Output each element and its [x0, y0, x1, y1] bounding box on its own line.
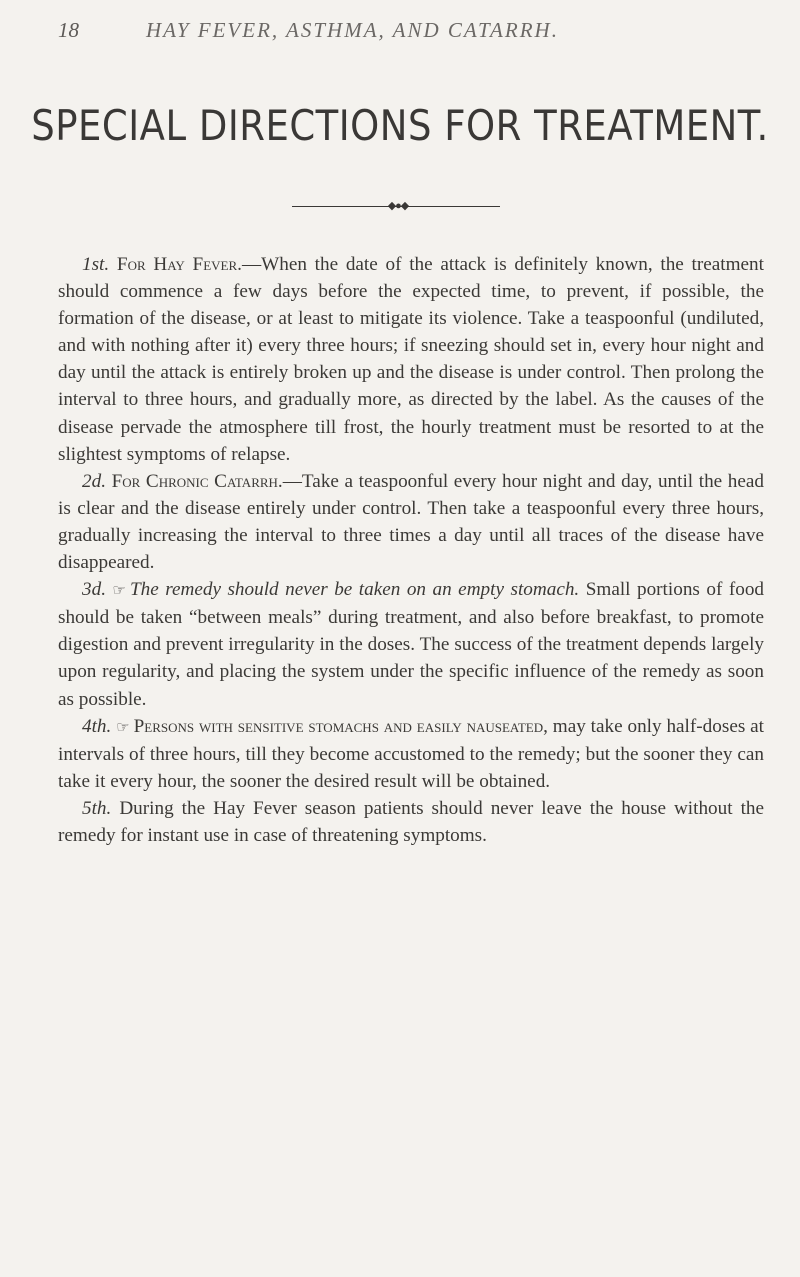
- paragraph-heading: For Hay Fever.: [116, 254, 242, 275]
- paragraph-text: may take only half-doses at intervals of three hours, till they become accustomed to the remedy; but the sooner they can take it every hour, the sooner the desired result will be obtained.: [58, 715, 765, 792]
- running-header: [0, 18, 800, 58]
- paragraph-heading: For Chronic Catarrh.: [111, 470, 283, 492]
- paragraph-text: During the Hay Fever season patients should never leave the house without the remedy for instant use in case of threatening symptoms.: [58, 797, 765, 846]
- paragraph-number: 4th.: [82, 715, 112, 737]
- page-number: 18: [58, 18, 79, 42]
- paragraph-number: 1st.: [82, 254, 110, 275]
- paragraph-5: [58, 795, 764, 849]
- paragraph-number: 2d.: [82, 470, 106, 492]
- section-title: SPECIAL DIRECTIONS FOR TREATMENT.: [31, 102, 769, 151]
- paragraph-4: [58, 713, 764, 795]
- paragraph-text: —When the date of the attack is definitely known, the treatment should commence a few days before the expected time, to prevent, if possible, the formation of the disease, or at least to mitigate its violence. Take a teaspoonful (undiluted, and with nothing after it) every three hours; if sneezing should set in, every hour night and day until the attack is entirely broken up and the disease is under control. Then prolong the interval to three hours, and gradually more, as directed by the label. As the causes of the disease pervade the atmosphere till frost, the hourly treatment must be resorted to at the slightest symptoms of relapse.: [58, 254, 764, 465]
- paragraph-1: [58, 251, 764, 468]
- paragraph-text: Small portions of food should be taken “between meals” during treatment, and also before breakfast, to promote digestion and prevent irregularity in the doses. The success of the treatment depends largely upon regularity, and placing the system under the specific influence of the remedy as soon as possible.: [58, 579, 765, 710]
- paragraph-number: 3d.: [82, 579, 106, 601]
- paragraph-2: [58, 468, 764, 576]
- pointing-hand-icon: ☞: [116, 717, 130, 736]
- paragraph-3: [58, 576, 764, 712]
- pointing-hand-icon: ☞: [112, 581, 126, 600]
- ornamental-rule-icon: ◆●◆: [387, 200, 409, 212]
- body-text: [58, 251, 764, 849]
- paragraph-text: —Take a teaspoonful every hour night and day, until the head is clear and the disease entirely under control. Then take a teaspoonful every three hours, gradually increasing the interval to three times a day until all traces of the disease have disappeared.: [58, 470, 764, 574]
- paragraph-emphasis: The remedy should never be taken on an empty stomach.: [129, 579, 580, 601]
- paragraph-heading: Persons with sensitive stomachs and easily nauseated,: [133, 715, 548, 737]
- paragraph-number: 5th.: [82, 797, 112, 819]
- running-title: HAY FEVER, ASTHMA, AND CATARRH.: [146, 18, 559, 42]
